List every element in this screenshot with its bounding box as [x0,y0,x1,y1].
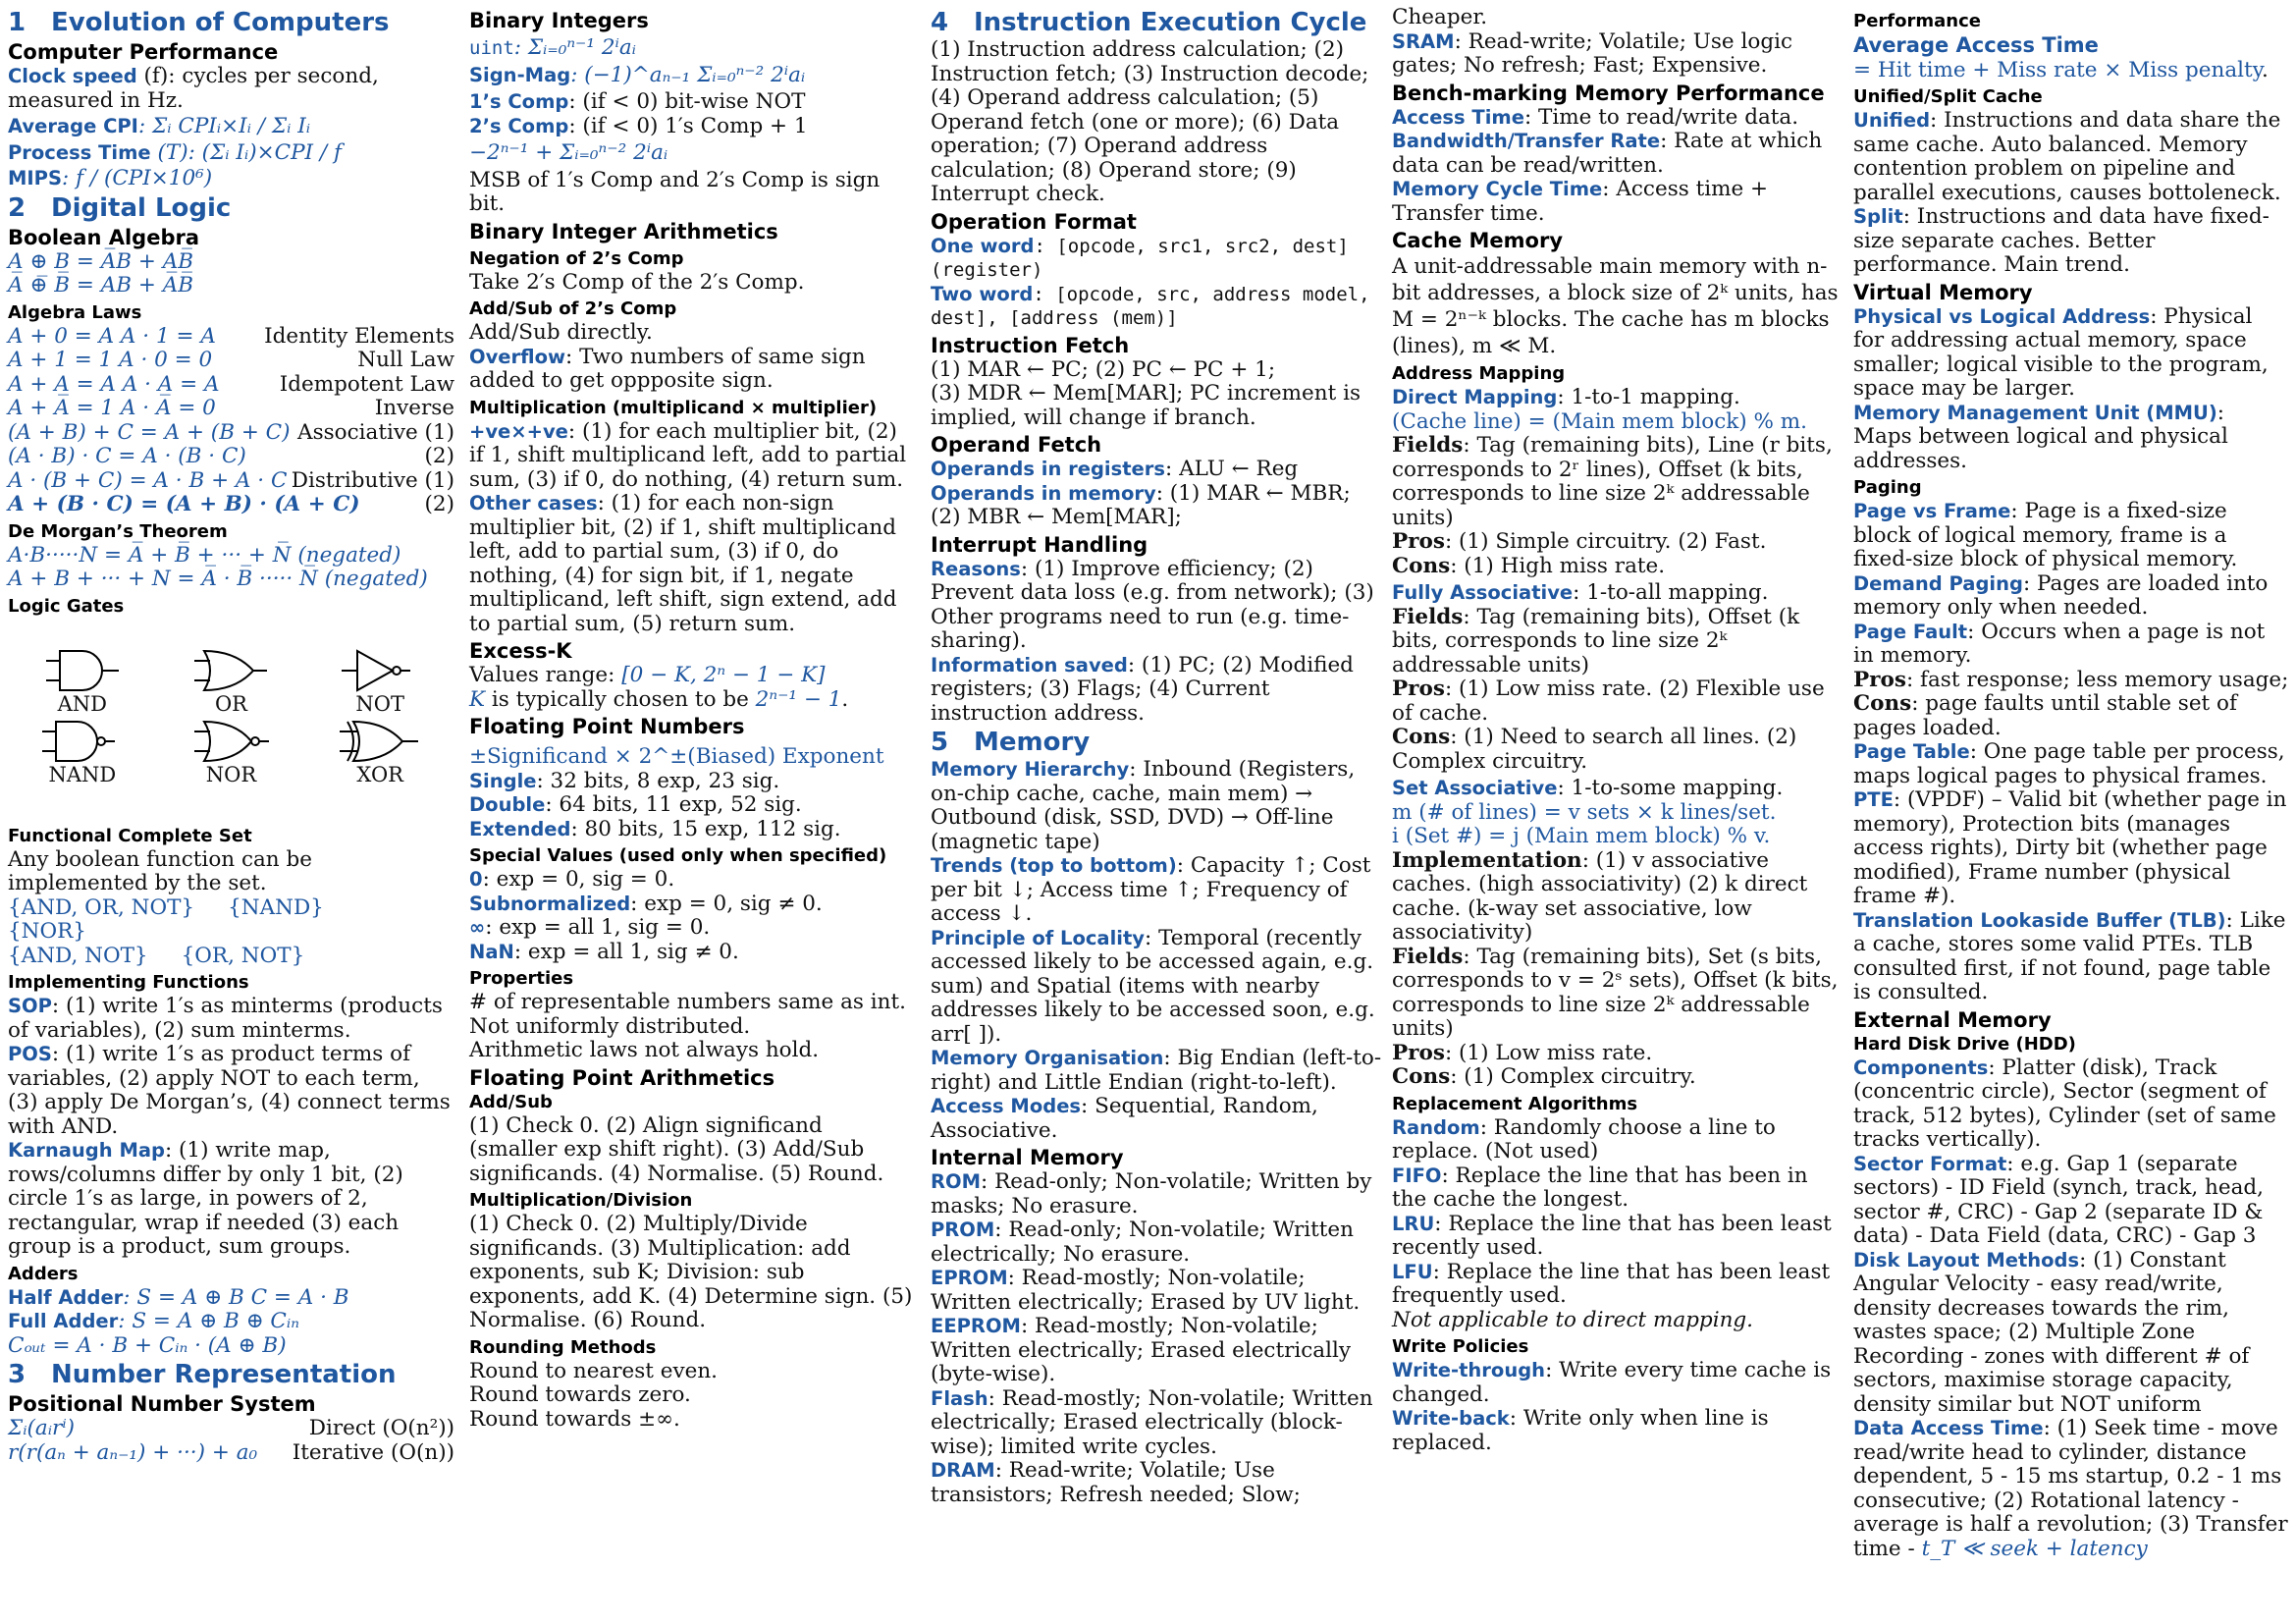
replacement-item: Random: Randomly choose a line to replace. (Not used) [1392,1114,1776,1164]
rounding-line: Round to nearest even. [469,1358,719,1383]
replacement-item: LFU: Replace the line that has been least frequently used. [1392,1259,1831,1308]
section-heading-number-representation: 3 Number Representation [8,1360,397,1389]
subheading-virtual-memory: Virtual Memory [1853,280,2033,304]
logic-gates-grid [8,648,454,785]
direct-mapping-fields: Fields: Tag (remaining bits), Line (r bits, corresponds to 2ʳ lines), Offset (k bits, corresponds to line size 2ᵏ addressable units) [1392,433,1833,530]
set-associative-def: Set Associative: 1-to-some mapping. [1392,776,1784,800]
law-row: A + 0 = A A · 1 = A Identity Elements [8,323,454,349]
memory-hierarchy: Memory Hierarchy: Inbound (Registers, on-chip cache, cache, main mem) → Outbound (disk, SSD, DVD) → Off-line (magnetic tape) [931,757,1356,854]
positional-iterative-row: r(r(aₙ + aₙ₋₁) + ···) + a₀ Iterative (O(n)) [8,1439,454,1465]
multiplication-text: +ve×+ve: (1) for each multiplier bit, (2) if 1, shift multiplicand left, add to partial sum, (3) if 0, do nothing, (4) return sum. Other cases: (1) for each non-sign multiplier bit, (2) if 1, shift multiplicand left, add to partial sum, (3) if 0, do nothing, (4) for sign bit, if 1, negate multiplicand, left shift, sign extend, add to partial sum, (5) return sum. [469,418,907,636]
special-value-item: ∞: exp = all 1, sig = 0. [469,915,711,940]
fully-associative-def: Fully Associative: 1-to-all mapping. [1392,580,1769,605]
subheading-replacement-algorithms: Replacement Algorithms [1392,1093,1638,1114]
sop-def: SOP: (1) write 1′s as minterms (products of variables), (2) sum minterms. [8,994,443,1043]
xor-gate-icon [336,719,424,764]
nand-gate-icon [38,719,127,764]
direct-mapping-cons: Cons: (1) High miss rate. [1392,553,1666,578]
subheading-paging: Paging [1853,477,1922,498]
gate-nand: NAND [8,719,157,785]
subheading-unified-split-cache: Unified/Split Cache [1853,86,2043,107]
law-row: (A + B) + C = A + (B + C) Associative (1) [8,419,454,445]
operands-in-memory: Operands in memory: (1) MAR ← MBR; (2) MBR ← Mem[MAR]; [931,480,1351,529]
demand-paging-def: Demand Paging: Pages are loaded into memory only when needed. [1853,570,2269,620]
direct-mapping-def: Direct Mapping: 1-to-1 mapping. [1392,385,1740,409]
section-heading-digital-logic: 2 Digital Logic [8,192,232,223]
hdd-components: Components: Platter (disk), Track (concentric circle), Sector (segment of track, 512 bytes), Cylinder (set of same tracks vertically). [1853,1055,2276,1152]
or-gate-icon [187,648,275,693]
carry-out-formula: Cₒᵤₜ = A · B + Cᵢₙ · (A ⊕ B) [8,1332,287,1358]
property-line: Not uniformly distributed. [469,1013,751,1039]
subheading-binary-integers: Binary Integers [469,9,649,32]
special-value-item: NaN: exp = all 1, sig ≠ 0. [469,939,739,964]
rounding-line: Round towards zero. [469,1382,691,1407]
column-5 [1853,6,2289,1561]
column-4 [1392,6,1843,1455]
memory-organisation: Memory Organisation: Big Endian (left-to-right) and Little Endian (right-to-left). [931,1046,1382,1095]
subheading-write-policies: Write Policies [1392,1336,1529,1357]
write-policy-item: Write-back: Write only when line is replaced. [1392,1406,1769,1455]
subheading-hdd: Hard Disk Drive (HDD) [1853,1033,2076,1055]
subheading-de-morgan: De Morgan’s Theorem [8,520,228,542]
ones-comp-def: 1’s Comp: (if < 0) bit-wise NOT [469,89,806,114]
xor-identity-2: A̅ ⊕̅ B̅ = AB + A̅B̅ [8,273,194,298]
subheading-logic-gates: Logic Gates [8,595,125,617]
two-word-format: Two word: [opcode, src, address model, dest], [address (mem)] [931,282,1370,329]
interrupt-info-saved: Information saved: (1) PC; (2) Modified registers; (3) Flags; (4) Current instruction address. [931,652,1354,726]
disk-layout-methods: Disk Layout Methods: (1) Constant Angular Velocity - easy read/write, density decreases towards the rim, wastes space; (2) Multiple Zone Recording - zones with different # of sectors, maximise storage capacity, density similar but NOT uniform [1853,1247,2250,1417]
half-adder-def: Half Adder: S = A ⊕ B C = A · B [8,1284,349,1310]
column-3 [931,6,1382,1507]
special-value-item: Subnormalized: exp = 0, sig ≠ 0. [469,891,823,916]
subheading-functional-complete-set: Functional Complete Set [8,825,252,846]
access-modes: Access Modes: Sequential, Random, Associative. [931,1094,1318,1143]
excess-k-choice: K is typically chosen to be 2ⁿ⁻¹ − 1. [469,686,849,712]
functional-sets-row-1: {AND, OR, NOT} {NAND}{NOR} [8,894,324,944]
gate-and: AND [8,648,157,715]
add-sub-text: Add/Sub directly. [469,320,653,345]
fp-extended: Extended: 80 bits, 15 exp, 112 sig. [469,816,841,841]
memory-type-item: Flash: Read-mostly; Non-volatile; Written electrically; Erased electrically (block-wise); limited write cycles. [931,1385,1373,1459]
uint-def: uint: Σᵢ₌₀ⁿ⁻¹ 2ⁱaᵢ [469,35,636,60]
average-access-time-formula: = Hit time + Miss rate × Miss penalty. [1853,57,2269,82]
subheading-special-values: Special Values (used only when specified) [469,845,887,866]
mips-def: MIPS: f / (CPI×10⁶) [8,166,213,190]
gate-not: NOT [305,648,454,715]
fp-formula: ±Significand × 2^±(Biased) Exponent [469,744,884,769]
replacement-item: LRU: Replace the line that has been least recently used. [1392,1211,1832,1260]
paging-cons: Cons: page faults until stable set of pages loaded. [1853,691,2237,740]
subheading-computer-performance: Computer Performance [8,40,279,64]
memory-type-item: EPROM: Read-mostly; Non-volatile; Written electrically; Erased by UV light. [931,1266,1361,1315]
bandwidth-def: Bandwidth/Transfer Rate: Rate at which data can be read/written. [1392,129,1823,178]
subheading-operation-format: Operation Format [931,209,1137,234]
fp-double: Double: 64 bits, 11 exp, 52 sig. [469,792,802,817]
subheading-add-sub-2s-comp: Add/Sub of 2’s Comp [469,298,677,319]
subheading-properties: Properties [469,968,574,989]
set-associative-formula-1: m (# of lines) = v sets × k lines/set. [1392,799,1777,825]
page-vs-frame-def: Page vs Frame: Page is a fixed-size block of logical memory, frame is a fixed-size block of physical memory. [1853,499,2238,571]
memory-type-item: EEPROM: Read-mostly; Non-volatile; Written electrically; Erased electrically (byte-wise). [931,1314,1352,1386]
and-gate-icon [38,648,127,693]
operands-in-registers: Operands in registers: ALU ← Reg [931,457,1299,481]
fp-add-sub-text: (1) Check 0. (2) Align significand (smaller exp shift right). (3) Add/Sub significands. (4) Normalise. (5) Round. [469,1112,884,1186]
average-cpi-def: Average CPI: Σᵢ CPIᵢ×Iᵢ / Σᵢ Iᵢ [8,114,311,138]
replacement-note: Not applicable to direct mapping. [1392,1307,1754,1332]
pte-def: PTE: (VPDF) – Valid bit (whether page in memory), Protection bits (manages access rights), Dirty bit (whether page modified), Frame number (physical frame #). [1853,787,2287,908]
subheading-algebra-laws: Algebra Laws [8,301,142,323]
overflow-def: Overflow: Two numbers of same sign added to get oppposite sign. [469,344,866,393]
memory-cycle-time-def: Memory Cycle Time: Access time + Transfer time. [1392,177,1769,226]
excess-k-range: Values range: [0 − K, 2ⁿ − 1 − K] [469,663,826,687]
subheading-internal-memory: Internal Memory [931,1146,1124,1169]
set-associative-cons: Cons: (1) Complex circuitry. [1392,1064,1696,1089]
section-heading-evolution: 1 Evolution of Computers [8,8,390,37]
property-line: # of representable numbers same as int. [469,990,907,1014]
principle-of-locality: Principle of Locality: Temporal (recently accessed likely to be accessed again, e.g. sum) and Spatial (items with nearby addresses likely to be accessed soon, e.g. arr[ ]). [931,925,1375,1047]
rounding-line: Round towards ±∞. [469,1406,680,1432]
memory-type-item: DRAM: Read-write; Volatile; Use transistors; Refresh needed; Slow; [931,1458,1301,1507]
fully-associative-fields: Fields: Tag (remaining bits), Offset (k bits, corresponds to line size 2ᵏ addressable units) [1392,604,1800,677]
set-associative-impl: Implementation: (1) v associative caches. (high associativity) (2) k direct cache. (k-way set associative, low associativity) [1392,847,1808,945]
interrupt-reasons: Reasons: (1) Improve efficiency; (2) Prevent data loss (e.g. from network); (3) Other programs need to run (e.g. time-sharing). [931,556,1374,653]
data-access-time: Data Access Time: (1) Seek time - move read/write head to cylinder, distance dependent, 5 - 15 ms startup, 0.2 - 1 ms consecutive; (2) Rotational latency - average is half a revolution; (3) Transfer time - t_T ≪ seek + latency [1853,1416,2288,1561]
law-row: A + 1 = 1 A · 0 = 0 Null Law [8,348,454,372]
subheading-multiplication: Multiplication (multiplicand × multiplier) [469,397,878,418]
subheading-operand-fetch: Operand Fetch [931,433,1102,457]
one-word-format: One word: [opcode, src1, src2, dest] (register) [931,234,1349,281]
ifetch-line-2: (3) MDR ← Mem[MAR]; PC increment is implied, will change if branch. [931,381,1361,430]
instruction-cycle-steps: (1) Instruction address calculation; (2) Instruction fetch; (3) Instruction decode; (4) Operand address calculation; (5) Operand fetch (one or more); (6) Data operation; (7) Operand address calculation; (8) Operand store; (9) Interrupt check. [931,37,1369,206]
replacement-item: FIFO: Replace the line that has been in the cache the longest. [1392,1163,1808,1212]
not-gate-icon [336,648,424,693]
fully-associative-cons: Cons: (1) Need to search all lines. (2) Complex circuitry. [1392,725,1797,774]
subheading-excess-k: Excess-K [469,639,572,663]
clock-speed-def: Clock speed (f): cycles per second, measured in Hz. [8,64,379,113]
set-associative-formula-2: i (Set #) = j (Main mem block) % v. [1392,824,1771,848]
msb-note: MSB of 1′s Comp and 2′s Comp is sign bit. [469,167,881,216]
kmap-def: Karnaugh Map: (1) write map, rows/columns differ by only 1 bit, (2) circle 1′s as large, in powers of 2, rectangular, wrap if needed (3) each group is a product, sum groups. [8,1138,403,1259]
write-policy-item: Write-through: Write every time cache is changed. [1392,1358,1832,1407]
special-value-item: 0: exp = 0, sig = 0. [469,867,675,892]
section-heading-memory: 5 Memory [931,728,1091,757]
column-2 [469,6,916,1432]
law-row: (A · B) · C = A · (B · C) (2) [8,444,454,468]
subheading-boolean-algebra: Boolean Algebra [8,225,200,249]
gate-xor: XOR [305,719,454,785]
gate-or: OR [157,648,306,715]
negation-text: Take 2′s Comp of the 2′s Comp. [469,269,805,295]
subheading-performance: Performance [1853,11,1981,31]
positional-direct-row: Σᵢ(aᵢrⁱ) Direct (O(n²)) [8,1416,454,1440]
set-associative-pros: Pros: (1) Low miss rate. [1392,1040,1653,1065]
subheading-rounding-methods: Rounding Methods [469,1336,657,1358]
direct-mapping-formula: (Cache line) = (Main mem block) % m. [1392,408,1807,434]
functional-sets-row-2: {AND, NOT} {OR, NOT} [8,943,305,968]
fp-single: Single: 32 bits, 8 exp, 23 sig. [469,768,780,793]
ifetch-line-1: (1) MAR ← PC; (2) PC ← PC + 1; [931,356,1276,382]
split-cache-def: Split: Instructions and data have fixed-size separate caches. Better performance. Main trend. [1853,204,2269,277]
pos-def: POS: (1) write 1′s as product terms of variables, (2) apply NOT to each term, (3) apply De Morgan’s, (4) connect terms with AND. [8,1042,451,1139]
nor-gate-icon [187,719,275,764]
cache-memory-text: A unit-addressable main memory with n-bit addresses, a block size of 2ᵏ units, has M = 2ⁿ⁻ᵏ blocks. The cache has m blocks (lines), m ≪ M. [1392,254,1839,358]
access-time-def: Access Time: Time to read/write data. [1392,104,1799,130]
property-line: Arithmetic laws not always hold. [469,1038,820,1062]
subheading-adders: Adders [8,1263,79,1284]
law-row: A + (B · C) = (A + B) · (A + C) (2) [8,492,454,516]
physical-vs-logical-def: Physical vs Logical Address: Physical for addressing actual memory, space smaller; logical visible to the program, space may be larger. [1853,303,2269,401]
gate-nor: NOR [157,719,306,785]
subheading-benchmarking: Bench-marking Memory Performance [1392,81,1825,105]
dram-continued: Cheaper. [1392,5,1488,29]
subheading-interrupt-handling: Interrupt Handling [931,532,1148,557]
fp-mul-div-text: (1) Check 0. (2) Multiply/Divide significands. (3) Multiplication: add exponents, sub K; Division: sub exponents, add K. (4) Determine sign. (5) Normalise. (6) Round. [469,1212,913,1332]
subheading-fp-mul-div: Multiplication/Division [469,1190,693,1211]
subheading-cache-memory: Cache Memory [1392,229,1564,252]
sram-def: SRAM: Read-write; Volatile; Use logic gates; No refresh; Fast; Expensive. [1392,28,1792,78]
subheading-implementing-functions: Implementing Functions [8,972,249,993]
direct-mapping-pros: Pros: (1) Simple circuitry. (2) Fast. [1392,529,1767,554]
full-adder-def: Full Adder: S = A ⊕ B ⊕ Cᵢₙ [8,1309,299,1333]
set-associative-fields: Fields: Tag (remaining bits), Set (s bits, corresponds to v = 2ˢ sets), Offset (k bits, corresponds to line size 2ᵏ addressable units) [1392,944,1839,1041]
unified-cache-def: Unified: Instructions and data share the same cache. Auto balanced. Memory contention problem on pipeline and parallel executions, causes bottoleneck. [1853,108,2281,205]
de-morgan-line-1: A·B·····N = A̅ + B̅ + ··· + N̅ (negated) [8,542,401,568]
process-time-def: Process Time (T): (Σᵢ Iᵢ)×CPI / f [8,139,342,165]
subheading-instruction-fetch: Instruction Fetch [931,333,1130,357]
subheading-fp-arithmetics: Floating Point Arithmetics [469,1065,775,1090]
twos-comp-def: 2’s Comp: (if < 0) 1′s Comp + 1 [469,113,808,138]
memory-trends: Trends (top to bottom): Capacity ↑; Cost per bit ↓; Access time ↑; Frequency of access ↓. [931,853,1371,926]
subheading-floating-point-numbers: Floating Point Numbers [469,715,745,738]
functional-complete-text: Any boolean function can be implemented by the set. [8,846,312,895]
de-morgan-line-2: A + B + ··· + N = A̅ · B̅ ····· N̅ (negated) [8,567,428,591]
law-row: A · (B + C) = A · B + A · C Distributive (1) [8,467,454,493]
page-table-def: Page Table: One page table per process, maps logical pages to physical frames. [1853,739,2285,788]
sector-format: Sector Format: e.g. Gap 1 (separate sectors) - ID Field (synch, track, head, sector #, CRC) - Gap 2 (separate ID & data) - Data Field (data, CRC) - Gap 3 [1853,1151,2265,1248]
paging-pros: Pros: fast response; less memory usage; [1853,667,2289,692]
subheading-positional-number-system: Positional Number System [8,1392,316,1416]
subheading-negation: Negation of 2’s Comp [469,247,684,269]
tlb-def: Translation Lookaside Buffer (TLB): Like a cache, stores some valid PTEs. TLB consulted first, if not found, page table is consulted. [1853,907,2286,1004]
subheading-binary-integer-arithmetics: Binary Integer Arithmetics [469,219,778,244]
subheading-external-memory: External Memory [1853,1007,2052,1032]
memory-type-item: PROM: Read-only; Non-volatile; Written electrically; No erasure. [931,1218,1355,1267]
memory-type-item: ROM: Read-only; Non-volatile; Written by masks; No erasure. [931,1169,1372,1218]
page-fault-def: Page Fault: Occurs when a page is not in memory. [1853,619,2266,668]
fully-associative-pros: Pros: (1) Low miss rate. (2) Flexible use of cache. [1392,677,1825,726]
section-heading-instruction-cycle: 4 Instruction Execution Cycle [931,8,1367,37]
law-row: A + A̅ = 1 A · A̅ = 0 Inverse [8,396,454,420]
algebra-laws-list [8,325,454,517]
subheading-fp-add-sub: Add/Sub [469,1091,553,1112]
average-access-time: Average Access Time [1853,33,2099,57]
sign-mag-def: Sign-Mag: (−1)^aₙ₋₁ Σᵢ₌₀ⁿ⁻² 2ⁱaᵢ [469,62,806,87]
xor-identity-1: A ⊕ B = A̅B + AB̅ [8,248,194,274]
column-1 [8,6,454,1465]
law-row: A + A = A A · A = A Idempotent Law [8,371,454,397]
mmu-def: Memory Management Unit (MMU): Maps between logical and physical addresses. [1853,400,2228,473]
subheading-address-mapping: Address Mapping [1392,363,1566,384]
twos-comp-formula: −2ⁿ⁻¹ + Σᵢ₌₀ⁿ⁻² 2ⁱaᵢ [469,140,668,165]
